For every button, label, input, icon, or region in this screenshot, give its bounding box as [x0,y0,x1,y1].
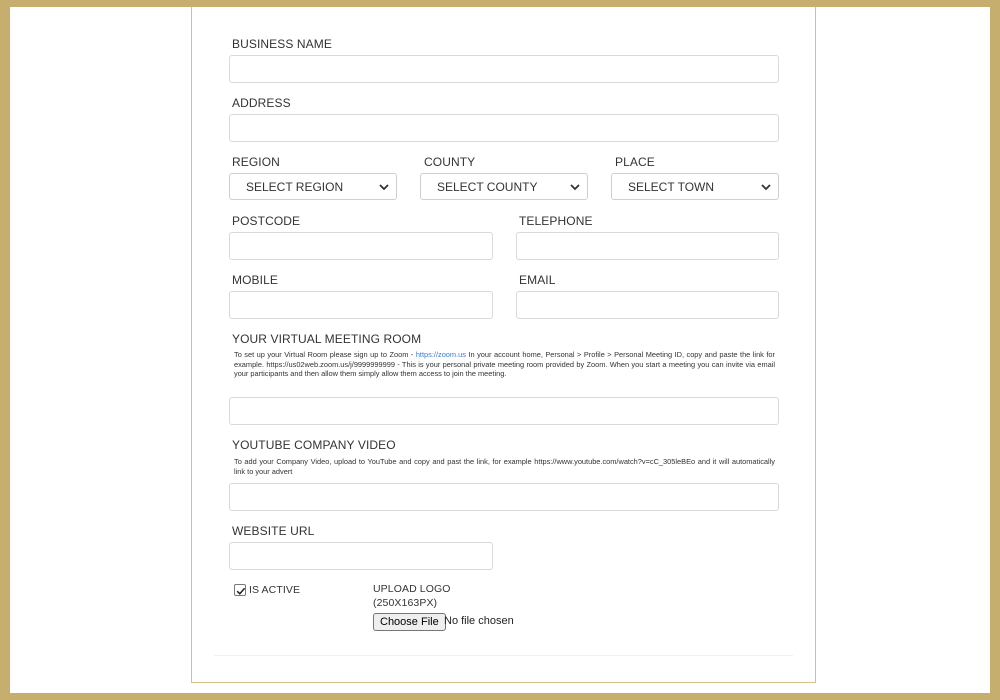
email-input[interactable] [516,291,779,319]
county-select[interactable] [420,173,588,200]
upload-logo-label: UPLOAD LOGO [373,583,451,595]
telephone-input[interactable] [516,232,779,260]
chevron-down-icon [760,181,772,193]
zoom-link[interactable]: https://zoom.us [415,350,466,359]
is-active-label: IS ACTIVE [249,584,301,596]
is-active-checkbox[interactable] [234,584,246,596]
email-label: EMAIL [519,273,556,287]
business-form-card [191,7,816,683]
chevron-down-icon [569,181,581,193]
region-select-value: SELECT REGION [246,179,344,194]
choose-file-button[interactable]: Choose File [373,613,446,631]
virtual-room-label: YOUR VIRTUAL MEETING ROOM [232,332,422,346]
business-name-label: BUSINESS NAME [232,37,332,51]
check-icon [235,585,247,597]
mobile-label: MOBILE [232,273,278,287]
region-select[interactable] [229,173,397,200]
postcode-input[interactable] [229,232,493,260]
form-divider [214,655,793,656]
page-background [10,7,990,693]
mobile-input[interactable] [229,291,493,319]
youtube-label: YOUTUBE COMPANY VIDEO [232,438,396,452]
place-label: PLACE [615,155,655,169]
upload-logo-size: (250X163PX) [373,597,438,609]
county-select-value: SELECT COUNTY [437,179,538,194]
website-input[interactable] [229,542,493,570]
postcode-label: POSTCODE [232,214,301,228]
youtube-input[interactable] [229,483,779,511]
telephone-label: TELEPHONE [519,214,593,228]
virtual-room-help-prefix: To set up your Virtual Room please sign up to Zoom - [234,350,416,359]
chevron-down-icon [378,181,390,193]
county-label: COUNTY [424,155,476,169]
website-label: WEBSITE URL [232,524,315,538]
region-label: REGION [232,155,280,169]
address-label: ADDRESS [232,96,291,110]
file-status: No file chosen [444,615,514,627]
business-name-input[interactable] [229,55,779,83]
address-input[interactable] [229,114,779,142]
virtual-room-help [234,350,775,379]
place-select-value: SELECT TOWN [628,179,715,194]
youtube-help: To add your Company Video, upload to YouTube and copy and past the link, for example https://www.youtube.com/watch?v=cC_305leBEo and it will automatically link to your advert [234,457,775,476]
place-select[interactable] [611,173,779,200]
virtual-room-input[interactable] [229,397,779,425]
virtual-room-help-suffix: In your account home, Personal > Profile > Personal Meeting ID, copy and paste the link for example. https://us02web.zoom.us/j/9999999999 - This is your personal private meeting room provided by Zoom. When you start a meeting you can invite via email your participants and then allow them simply allow them access to join the meeting. [234,350,775,379]
